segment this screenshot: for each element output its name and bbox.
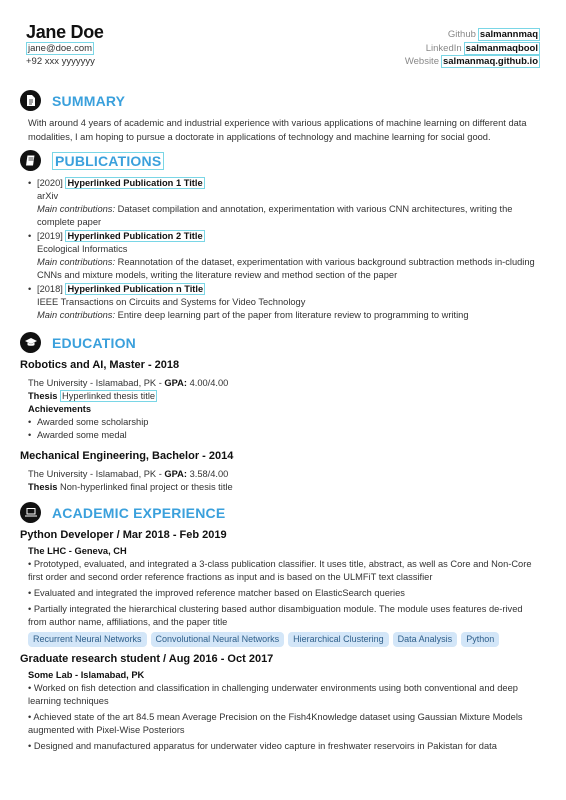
- publication-title-link[interactable]: Hyperlinked Publication 2 Title: [67, 231, 203, 241]
- publication-item: • [2018] Hyperlinked Publication n Title IEEE Transactions on Circuits and Systems for Video Technology Main contributions: Entire deep learning part of the paper from literature review to programming to writing: [28, 283, 540, 322]
- publication-title-link[interactable]: Hyperlinked Publication n Title: [67, 284, 204, 294]
- publication-venue: IEEE Transactions on Circuits and Systems for Video Technology: [37, 297, 306, 307]
- degree-title: Robotics and AI, Master - 2018: [20, 359, 180, 371]
- contributions-label: Main contributions:: [37, 310, 116, 320]
- publication-year: [2020]: [37, 178, 63, 188]
- contributions-label: Main contributions:: [37, 204, 116, 214]
- organization: Some Lab - Islamabad, PK: [28, 670, 145, 680]
- publication-contributions: Dataset compilation and annotation, experimentation with various CNN architectures, writing the complete paper: [37, 204, 513, 227]
- education-entry: [28, 377, 540, 442]
- achievement-item: • Awarded some medal: [28, 430, 127, 440]
- skill-tag: Convolutional Neural Networks: [151, 632, 285, 647]
- gpa-value: 4.00/4.00: [189, 378, 229, 388]
- thesis-label: Thesis: [28, 391, 58, 401]
- resume-header: [26, 22, 540, 84]
- school-name: The University - Islamabad, PK -: [28, 378, 162, 388]
- job-title: Graduate research student / Aug 2016 - Oct 2017: [20, 653, 274, 665]
- gpa-label: GPA:: [164, 469, 187, 479]
- experience-bullet: • Achieved state of the art 84.5 mean Average Precision on the Fish4Knowledge dataset using Gaussian Mixture Models augmented with Pixel-Wise Posteriors: [28, 712, 523, 735]
- phone-number: +92 xxx yyyyyyy: [26, 56, 95, 67]
- job-title: Python Developer / Mar 2018 - Feb 2019: [20, 529, 227, 541]
- experience-heading: [20, 502, 540, 523]
- person-name: Jane Doe: [26, 22, 104, 42]
- publication-year: [2018]: [37, 284, 63, 294]
- summary-title: SUMMARY: [52, 92, 126, 109]
- linkedin-label: LinkedIn: [425, 42, 462, 54]
- skill-tag: Python: [461, 632, 499, 647]
- experience-bullet: • Prototyped, evaluated, and integrated a 3-class publication classifier. It uses title, abstract, as well as Core and Non-Core first order and second order reference fractions as input and is based on the ULMFiT text classifier: [28, 559, 532, 582]
- publication-contributions: Reannotation of the dataset, experimentation with various background subtraction methods in-cluding CNNs and mixture models, writing the literature review and method section of the paper: [37, 257, 535, 280]
- summary-text: With around 4 years of academic and industrial experience with various applications of machine learning on different data modalities, I am hoping to pursue a doctorate in applications of technology and machine learning for social good.: [28, 118, 527, 142]
- document-icon: [20, 90, 41, 111]
- skill-tag: Data Analysis: [393, 632, 458, 647]
- email-link[interactable]: jane@doe.com: [28, 43, 93, 54]
- gpa-label: GPA:: [164, 378, 187, 388]
- thesis-link[interactable]: Hyperlinked thesis title: [62, 391, 156, 401]
- summary-heading: [20, 90, 540, 111]
- book-icon: [20, 150, 41, 171]
- gpa-value: 3.58/4.00: [189, 469, 229, 479]
- publication-contributions: Entire deep learning part of the paper from literature review to programming to writing: [117, 310, 469, 320]
- publication-title-link[interactable]: Hyperlinked Publication 1 Title: [67, 178, 203, 188]
- laptop-icon: [20, 502, 41, 523]
- achievements-label: Achievements: [28, 404, 92, 414]
- publications-heading: [20, 150, 540, 171]
- linkedin-link[interactable]: salmanmaqbool: [465, 42, 538, 54]
- education-title: EDUCATION: [52, 334, 136, 351]
- publications-title[interactable]: PUBLICATIONS: [52, 152, 164, 170]
- degree-title: Mechanical Engineering, Bachelor - 2014: [20, 450, 234, 462]
- github-link[interactable]: salmannmaq: [479, 29, 538, 40]
- experience-bullet: • Worked on fish detection and classification in challenging underwater environments using both conventional and deep learning techniques: [28, 683, 518, 706]
- organization: The LHC - Geneva, CH: [28, 546, 127, 556]
- publication-year: [2019]: [37, 231, 63, 241]
- github-label: Github: [447, 29, 476, 40]
- experience-bullet: • Partially integrated the hierarchical clustering based author disambiguation module. The module uses features de-rived from author name, affiliations, and the paper title: [28, 604, 523, 627]
- skill-tags: [28, 632, 540, 647]
- school-name: The University - Islamabad, PK -: [28, 469, 162, 479]
- thesis-label: Thesis: [28, 482, 58, 492]
- skill-tag: Hierarchical Clustering: [288, 632, 389, 647]
- publication-venue: arXiv: [37, 191, 59, 201]
- publication-list: [28, 177, 540, 322]
- education-heading: [20, 332, 540, 353]
- social-links: [405, 28, 540, 69]
- publication-item: • [2019] Hyperlinked Publication 2 Title Ecological Informatics Main contributions: Reannotation of the dataset, experimentation with various background subtraction methods in-cluding CNNs and mixture models, writing the literature review and method section of the paper: [28, 230, 540, 282]
- publication-venue: Ecological Informatics: [37, 244, 128, 254]
- achievement-item: • Awarded some scholarship: [28, 417, 149, 427]
- website-link[interactable]: salmanmaq.github.io: [442, 56, 538, 67]
- experience-bullet: • Designed and manufactured apparatus for underwater video capture in freshwater reservoirs in Pakistan for data: [28, 741, 497, 751]
- skill-tag: Recurrent Neural Networks: [28, 632, 147, 647]
- education-entry: [28, 468, 540, 494]
- graduation-cap-icon: [20, 332, 41, 353]
- experience-bullet: • Evaluated and integrated the improved reference matcher based on ElasticSearch queries: [28, 588, 405, 598]
- contributions-label: Main contributions:: [37, 257, 116, 267]
- publication-item: • [2020] Hyperlinked Publication 1 Title arXiv Main contributions: Dataset compilation and annotation, experimentation with various CNN architectures, writing the complete paper: [28, 177, 540, 229]
- experience-title: ACADEMIC EXPERIENCE: [52, 504, 226, 521]
- website-label: Website: [404, 56, 439, 67]
- thesis-text: Non-hyperlinked final project or thesis title: [60, 482, 233, 492]
